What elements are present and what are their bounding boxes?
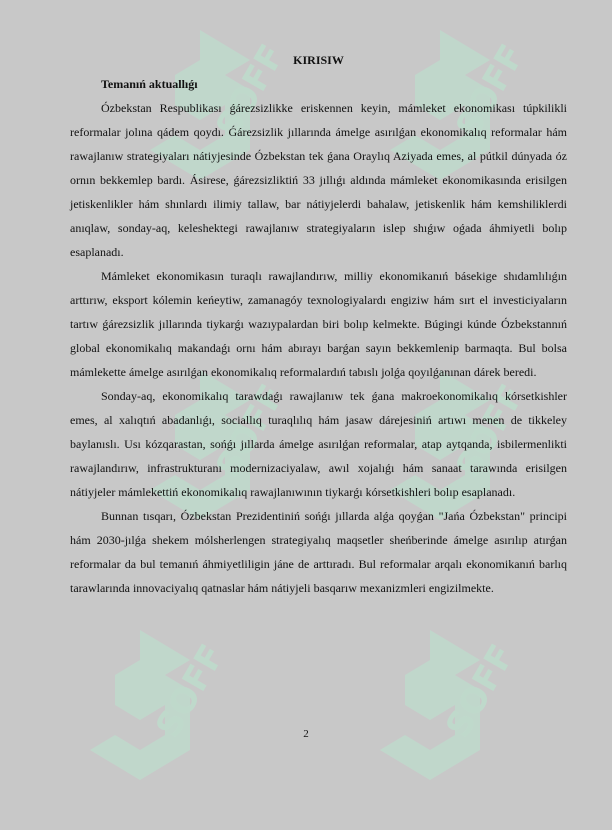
document-title: KIRISIW [293, 53, 344, 67]
svg-text:SOFF: SOFF [208, 378, 293, 485]
paragraph: Bunnan tısqarı, Ózbekstan Prezidentiniń sońǵı jıllarda alǵa qoyǵan "Jańa Ózbekstan" principi hám 2030-jılǵa shekem mólsherlengen strategiyalıq maqsetler sheńberinde ámelge asırılıp atırǵan reformalar da bul temanıń áhmiyetliligin jáne de arttıradı. Bul reformalar arqalı ekonomikanıń barlıq tarawlarında innovaciyalıq qatnaslar hám nátiyjeli basqarıw mexanizmleri engizilmekte. [70, 509, 567, 595]
soff-watermark-logo [370, 620, 523, 830]
paragraph: Sonday-aq, ekonomikalıq tarawdaǵı rawajlanıw tek ǵana makroekonomikalıq kórsetkishler emes, al xalıqtıń abadanlıǵı, sociallıq turaqlılıq hám jasaw dárejesiniń artıwı menen de tikkeley baylanıslı. Usı kózqarastan, sońǵı jıllarda ámelge asırılǵan reformalar, atap aytqanda, isbilermenlikti rawajlandırıw, infrastrukturanı modernizaciyalaw, awıl xojalıǵı hám sanaat tarawında erisilgen nátiyjeler mámlekettiń ekonomikalıq rawajlanıwının tiykarǵı kórsetkishleri bolıp esaplanadı. [70, 389, 567, 499]
paragraph: Ózbekstan Respublikası ǵárezsizlikke eriskennen keyin, mámleket ekonomikası túpkilikli reformalar jolına qádem qoydı. Ǵárezsizlik jıllarında ámelge asırılǵan ekonomikalıq reformalar hám rawajlanıw strategiyaları nátiyjesinde Ózbekstan tek ǵana Oraylıq Aziyada emes, al pútkil dúnyada óz ornın bekkemlep bardı. Ásirese, ǵárezsizliktiń 33 jıllıǵı aldında mámleket ekonomikasında erisilgen jetiskenlikler hám shınlardı ilimiy tallaw, bar nátiyjelerdi bahalaw, jetiskenlik hám kemshiliklerdi anıqlaw, sonday-aq, keleshektegi rawajlanıw strategiyaların islep shıǵıw oǵada áhmiyetli bolıp esaplanadı. [70, 101, 567, 259]
paragraph: Mámleket ekonomikasın turaqlı rawajlandırıw, milliy ekonomikanıń básekige shıdamlılıǵın arttırıw, eksport kólemin keńeytiw, zamanagóy texnologiyalardı engiziw hám sırt el investiciyaların tartıw ǵárezsizlik jıllarında tiykarǵı wazıypalardan biri bolıp kelmekte. Búgingi kúnde Ózbekstannıń global ekonomikalıq makandaǵı ornı hám abırayı barǵan sayın bekkemlenip barmaqta. Bul bolsa mámlekette ámelge asırılǵan ekonomikalıq reformalardıń tabıslı jolǵa qoyılǵanınan dárek beredi. [70, 269, 567, 379]
svg-text:SOFF: SOFF [448, 378, 533, 485]
document-body [70, 48, 567, 600]
page-number: 2 [303, 728, 309, 740]
section-subtitle: Temanıń aktuallıǵı [101, 77, 198, 91]
svg-text:SOFF: SOFF [208, 38, 293, 145]
svg-text:SOFF: SOFF [448, 38, 533, 145]
svg-text:SOFF: SOFF [438, 638, 523, 745]
soff-watermark-logo [80, 620, 233, 830]
svg-text:SOFF: SOFF [148, 638, 233, 745]
